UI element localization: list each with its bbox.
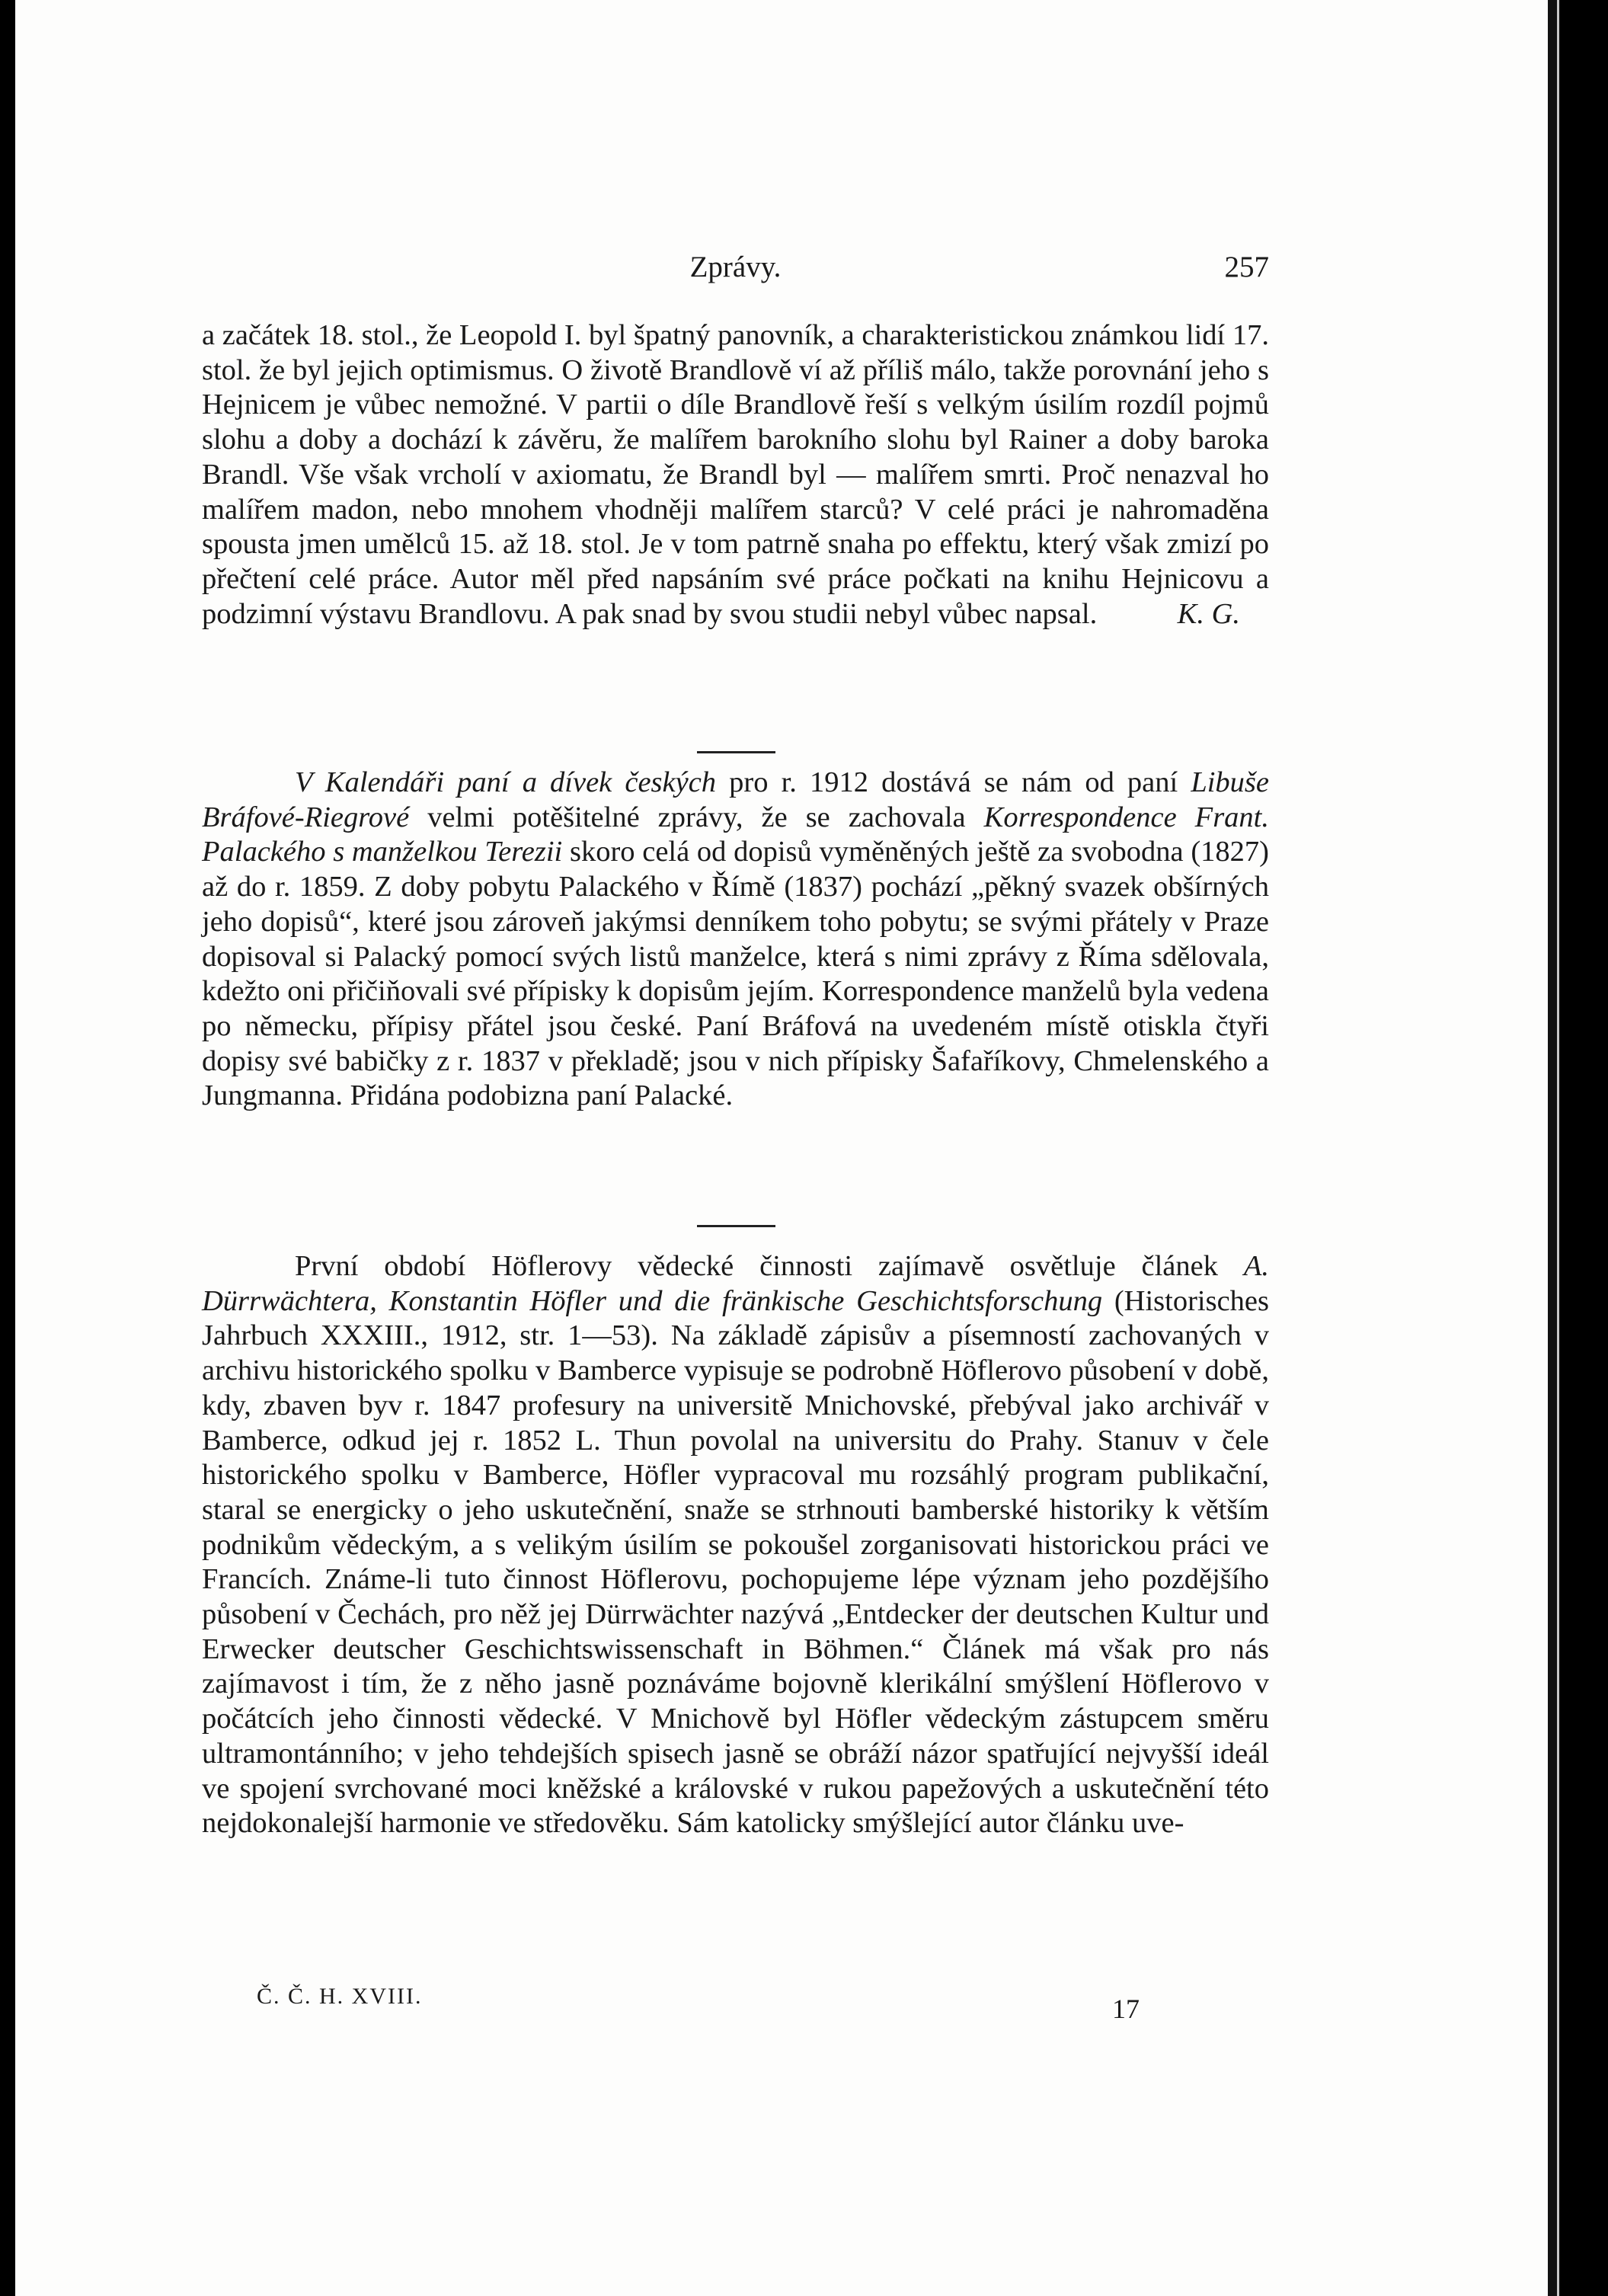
section-separator <box>697 1225 775 1227</box>
running-head-title: Zprávy. <box>689 251 782 283</box>
journal-signature: Č. Č. H. XVIII. <box>257 1984 423 2009</box>
report-paragraph-brandl <box>202 318 1269 632</box>
paragraph-text: a začátek 18. stol., že Leopold I. byl špatný panovník, a charakteristickou známkou lidí 17. stol. že byl jejich optimismus. O životě Brandlově ví až příliš málo, takže porovnání jeho s Hejnicem je vůbec nemožné. V partii o díle Brandlově řeší s velkým úsilím rozdíl pojmů slohu a doby a dochází k závěru, že malířem barokního slohu byl Rainer a doby baroka Brandl. Vše však vrcholí v axiomatu, že Brandl byl — malířem smrti. Proč nenazval ho malířem madon, nebo mnohem vhodněji malířem starců? V celé práci je nahromaděna spousta jmen umělců 15. až 18. stol. Je v tom patrně snaha po effektu, který však zmizí po přečtení celé práce. Autor měl před napsáním své práce počkati na knihu Hejnicovu a podzimní výstavu Brandlovu. A pak snad by svou studii nebyl vůbec napsal. <box>202 319 1269 630</box>
page-number: 257 <box>1224 251 1269 283</box>
sheet-number: 17 <box>1112 1994 1140 2024</box>
report-paragraph-palacky <box>202 766 1269 1114</box>
italic-citation: A. Dürrwächtera, Konstantin Höfler und die fränkische Geschichtsforschung <box>202 1250 1269 1317</box>
italic-author: Libuše Bráfové-Riegrové <box>202 766 1270 833</box>
author-initials: K. G. <box>1177 597 1240 630</box>
paragraph-text: (Historisches Jahrbuch XXXIII., 1912, str. 1—53). Na základě zápisův a písemností zachovaných v archivu historického spolku v Bamberce vypisuje se podrobně Höflerovo působení v době, kdy, zbaven byv r. 1847 profesury na universitě Mnichovské, přebýval jako archivář v Bamberce, odkud jej r. 1852 L. Thun povolal na universitu do Prahy. Stanuv v čele historického spolku v Bamberce, Höfler vypracoval mu rozsáhlý program publikační, staral se energicky o jeho uskutečnění, snaže se strhnouti bamberské historiky k větším podnikům vědeckým, a s velikým úsilím se pokoušel zorganisovati historickou práci ve Francích. Známe-li tuto činnost Höflerovu, pochopujeme lépe význam jeho pozdějšího působení v Čechách, pro něž jej Dürrwächter nazývá „Entdecker der deutschen Kultur und Erwecker deutscher Geschichtswissenschaft in Böhmen.“ Článek má však pro nás zajímavost i tím, že z něho jasně poznáváme bojovně klerikální smýšlení Höflerovo v počátcích jeho činnosti vědecké. V Mnichově byl Höfler vědeckým zástupcem směru ultramontánního; v jeho tehdejších spisech jasně se obráží názor spatřující nejvyšší ideál ve spojení svrchované moci kněžské a královské v rukou papežových a uskutečnění této nejdokonalejší harmonie ve středověku. Sám katolicky smýšlející autor článku uve- <box>202 1284 1269 1840</box>
italic-title: V Kalendáři paní a dívek českých <box>295 766 717 798</box>
paragraph-text: pro r. 1912 dostává se nám od paní <box>716 766 1191 798</box>
section-separator <box>697 751 775 753</box>
italic-title: Korrespondence Frant. Palackého s manželkou Terezii <box>202 801 1270 868</box>
paragraph-text: skoro celá od dopisů vyměněných ještě za svobodna (1827) až do r. 1859. Z doby pobytu Palackého v Římě (1837) pochází „pěkný svazek obšírných jeho dopisů“, které jsou zároveň jakýmsi denníkem toho pobytu; se svými přátely v Praze dopisoval si Palacký pomocí svých listů manželce, která s nimi zprávy z Říma sdělovala, kdežto oni přičiňovali své přípisky k dopisům jejím. Korrespondence manželů byla vedena po německu, přípisy přátel jsou české. Paní Bráfová na uvedeném místě otiskla čtyři dopisy své babičky z r. 1837 v překladě; jsou v nich přípisky Šafaříkovy, Chmelenského a Jungmanna. Přidána podobizna paní Palacké. <box>202 836 1269 1112</box>
paragraph-text: velmi potěšitelné zprávy, že se zachovala <box>409 801 984 833</box>
report-paragraph-hofler <box>202 1249 1269 1841</box>
page-footer <box>202 1984 1269 2029</box>
paragraph-text: První období Höflerovy vědecké činnosti zajímavě osvětluje článek <box>295 1250 1244 1282</box>
running-head <box>202 250 1269 289</box>
page-edge-rule <box>1557 0 1559 2296</box>
